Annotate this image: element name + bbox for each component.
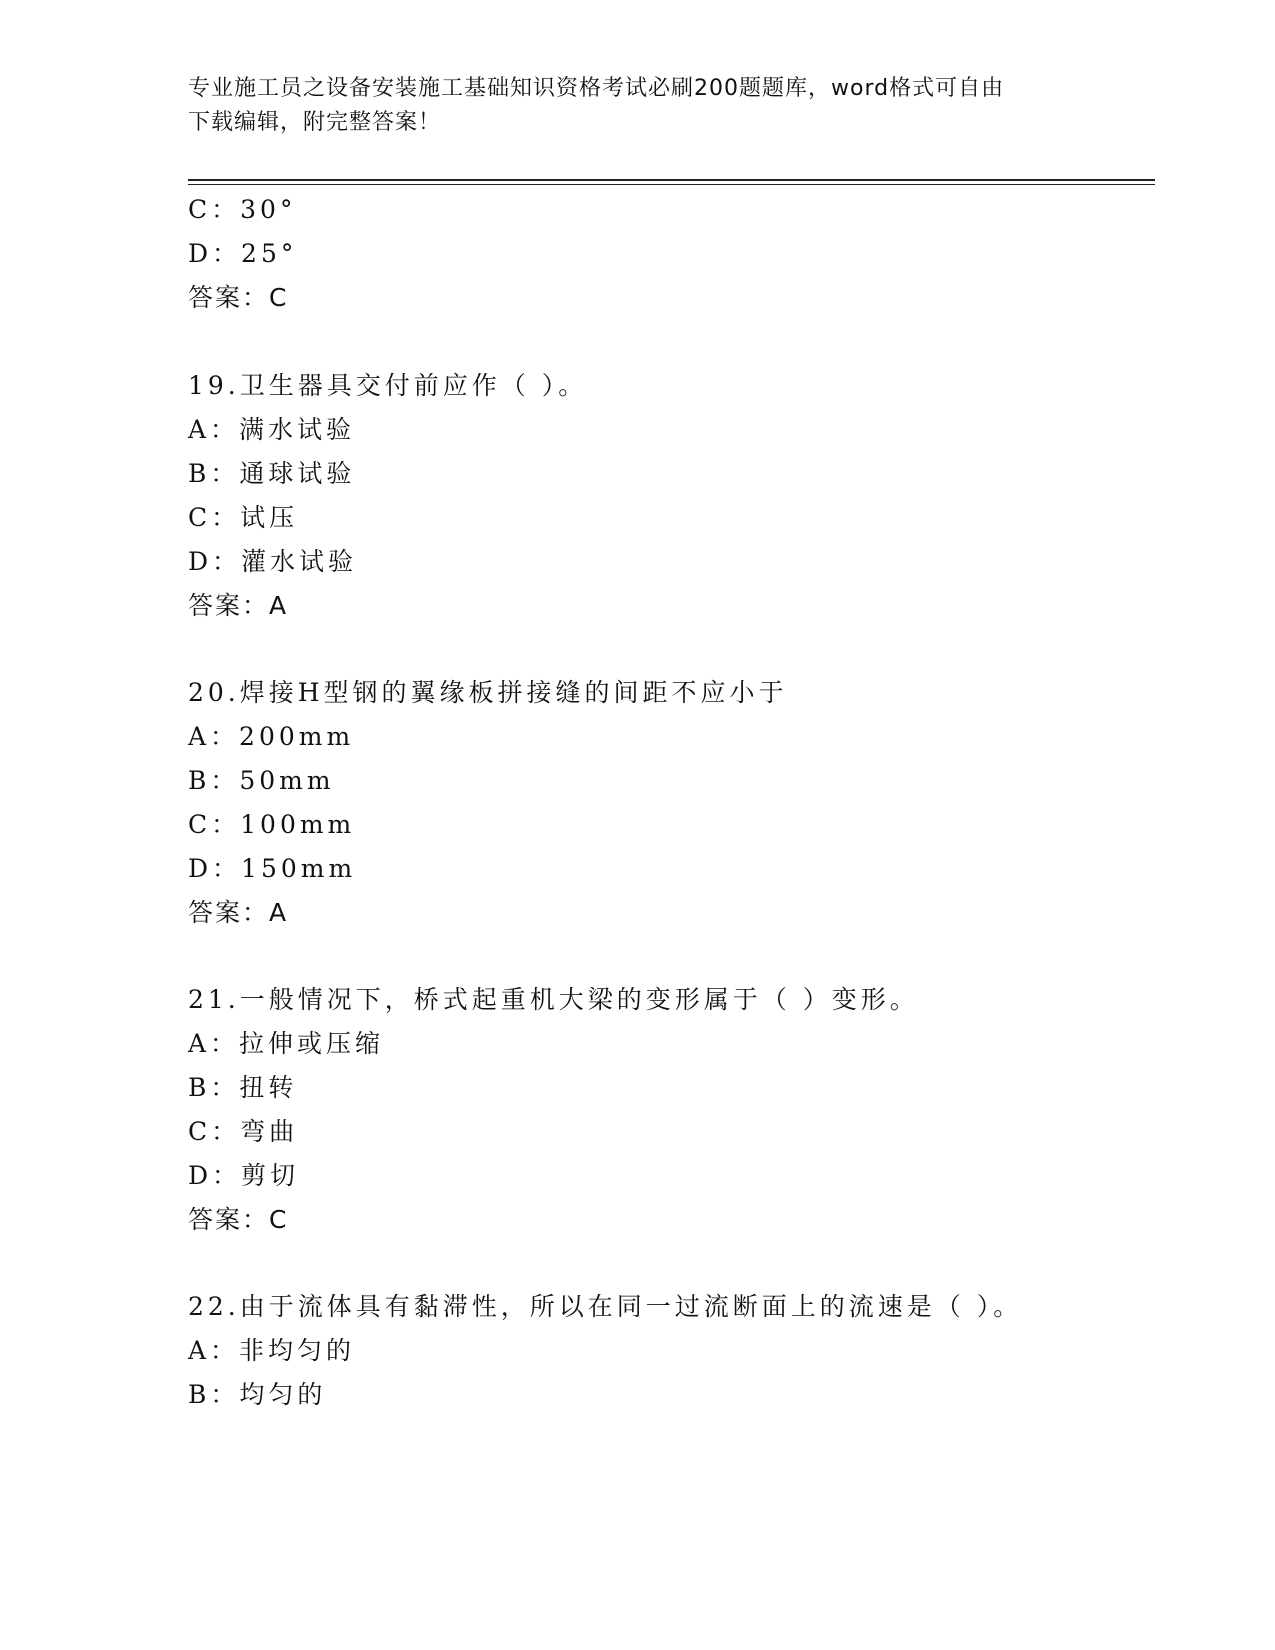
question-19-answer: 答案：A [188,591,289,620]
divider-thin-line [188,184,1155,185]
question-21-option-b: B：扭转 [188,1073,298,1102]
question-20-option-d: D：150mm [188,854,357,883]
divider-thick-line [188,179,1155,181]
question-22-stem: 22.由于流体具有黏滞性，所以在同一过流断面上的流速是（ ）。 [188,1292,1023,1321]
header-divider [188,179,1155,185]
question-21-stem: 21.一般情况下，桥式起重机大梁的变形属于（ ）变形。 [188,985,919,1014]
prev-option-d: D：25° [188,239,298,268]
question-20-answer: 答案：A [188,898,289,927]
question-20-stem: 20.焊接H型钢的翼缘板拼接缝的间距不应小于 [188,678,788,707]
question-20-option-a: A：200mm [188,722,355,751]
question-21-answer: 答案：C [188,1205,289,1234]
question-22-option-b: B：均匀的 [188,1380,327,1409]
document-header [188,72,1068,140]
question-22-option-a: A：非均匀的 [188,1336,356,1365]
question-19-stem: 19.卫生器具交付前应作（ ）。 [188,371,588,400]
question-21-option-a: A：拉伸或压缩 [188,1029,385,1058]
question-19-option-c: C：试压 [188,503,299,532]
prev-answer: 答案：C [188,283,289,312]
question-19-option-b: B：通球试验 [188,459,356,488]
header-line-2: 下载编辑，附完整答案！ [188,110,442,135]
question-20-option-c: C：100mm [188,810,356,839]
question-19-option-a: A：满水试验 [188,415,356,444]
prev-option-c: C：30° [188,195,297,224]
question-21-option-d: D：剪切 [188,1161,300,1190]
question-19-option-d: D：灌水试验 [188,547,358,576]
question-20-option-b: B：50mm [188,766,335,795]
question-21-option-c: C：弯曲 [188,1117,299,1146]
header-line-1: 专业施工员之设备安装施工基础知识资格考试必刷200题题库，word格式可自由 [188,76,1005,101]
